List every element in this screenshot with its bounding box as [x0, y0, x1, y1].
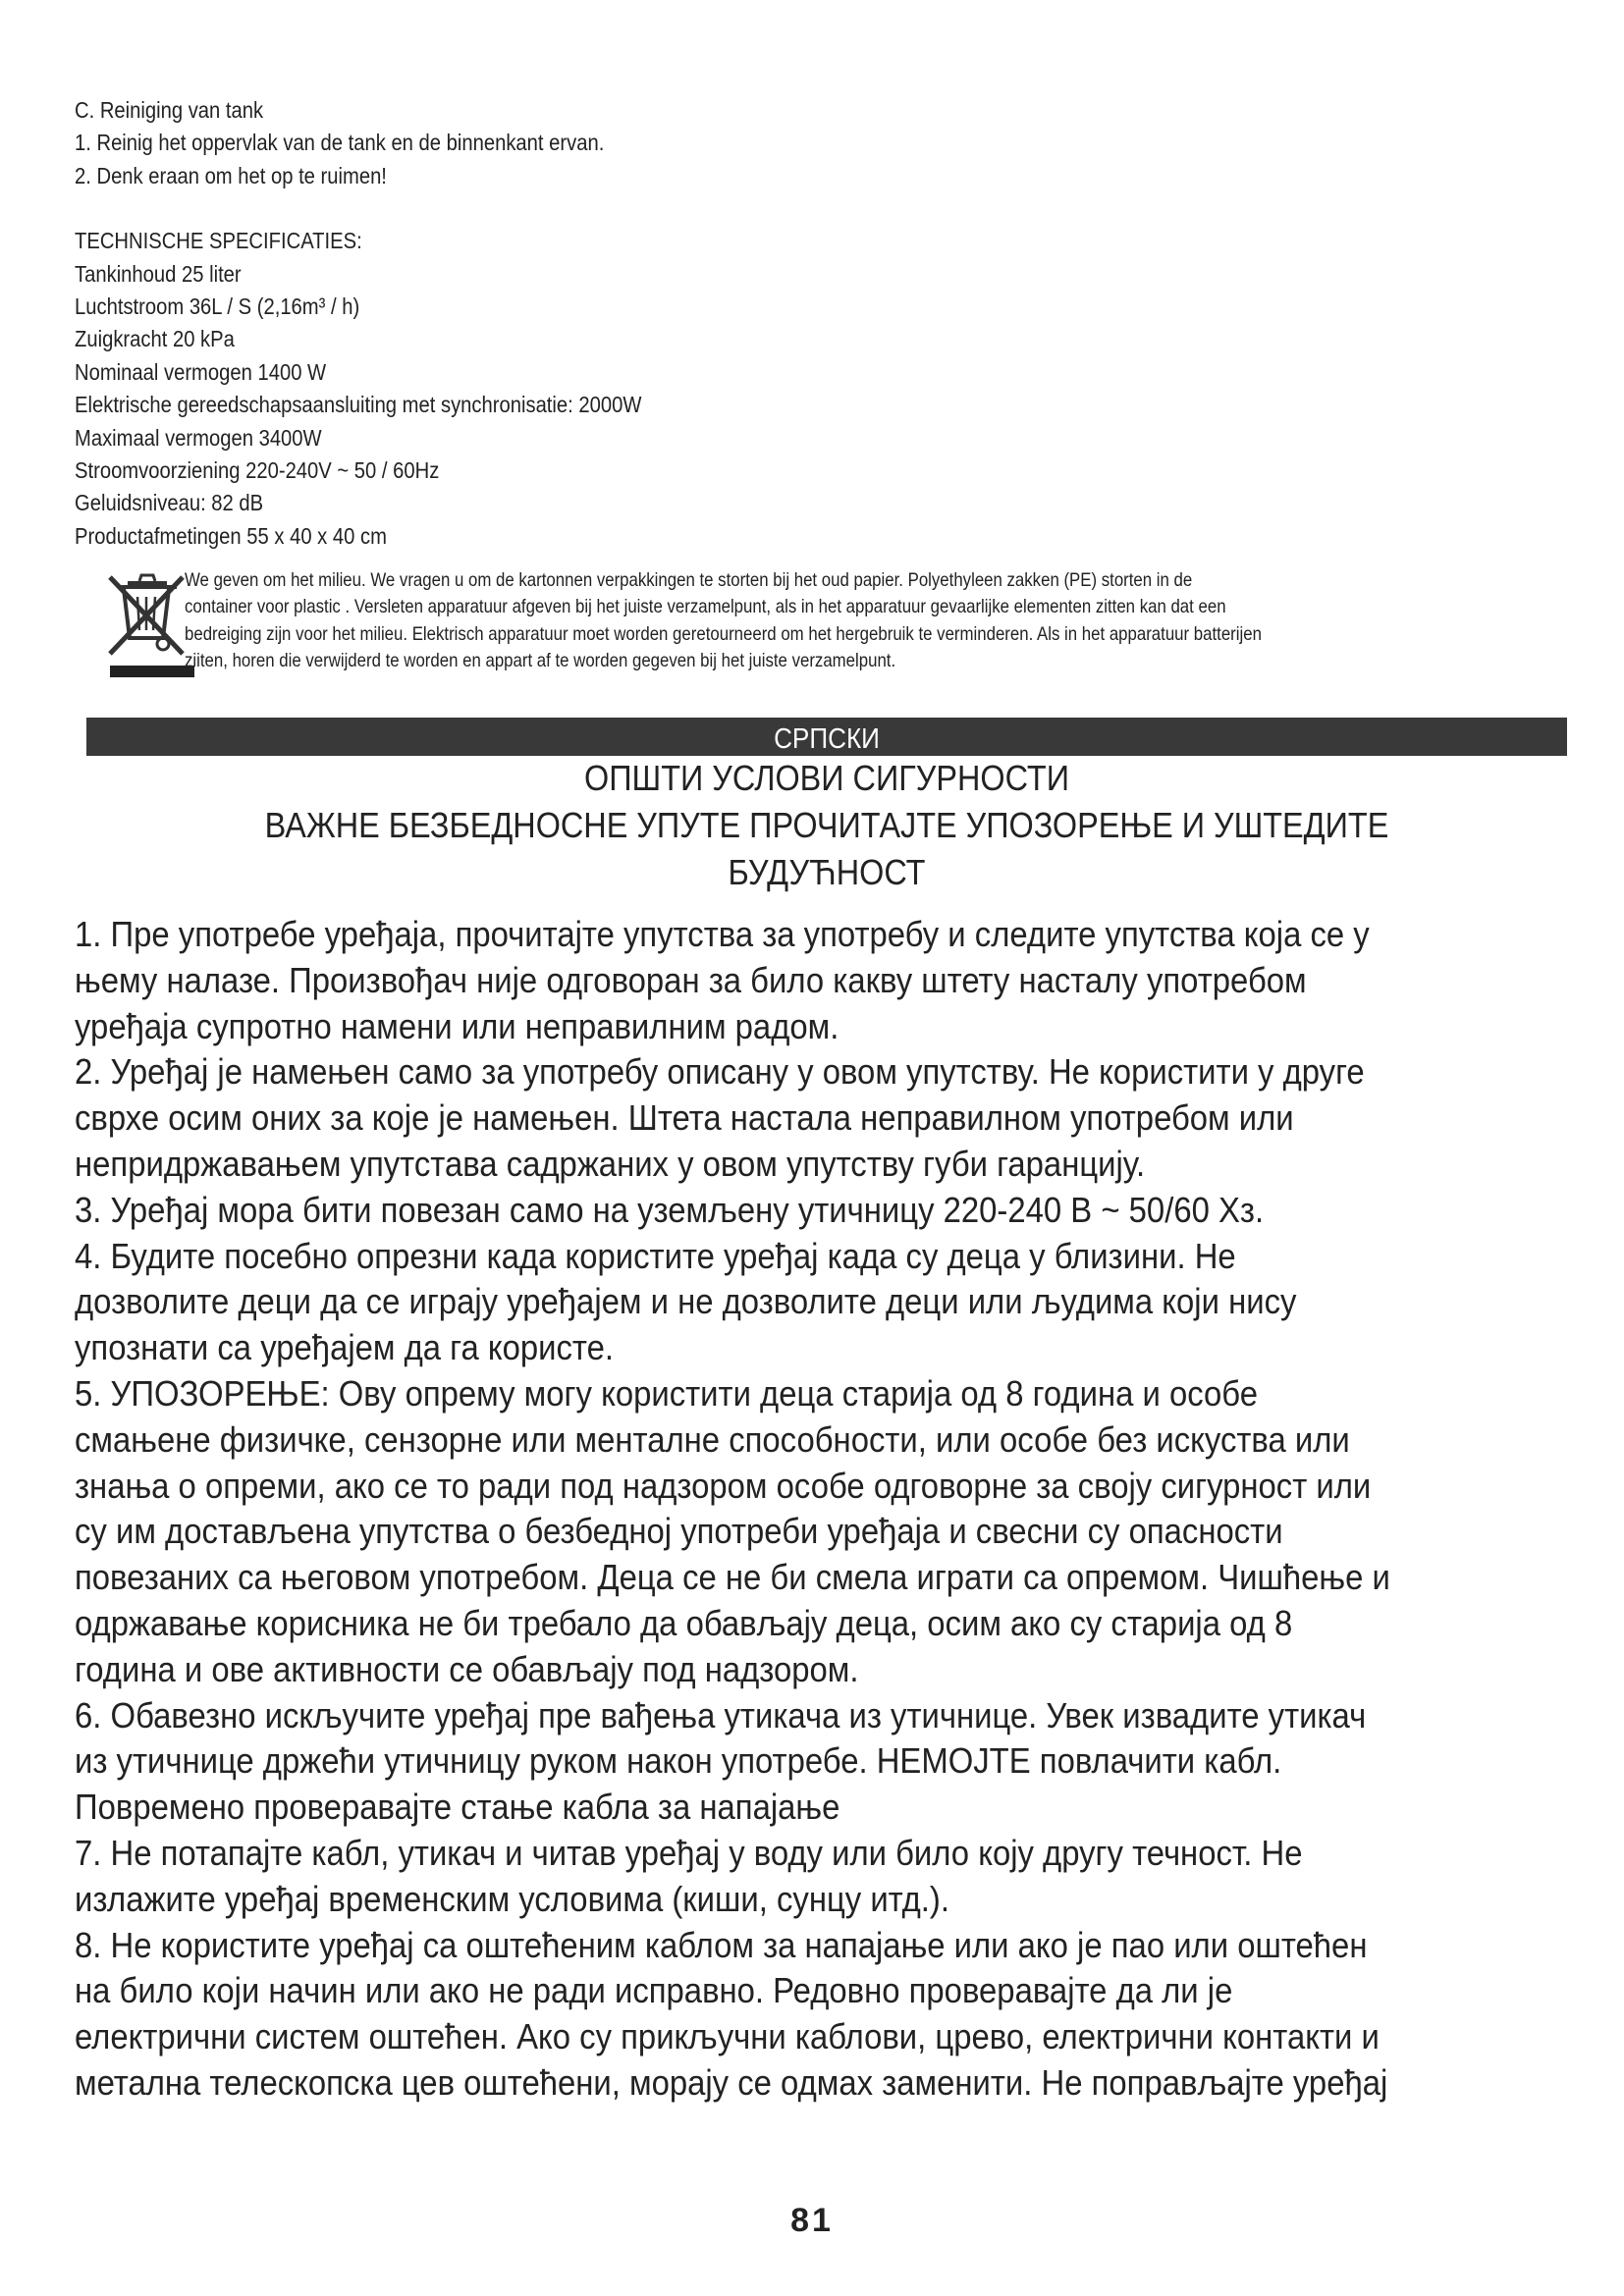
instruction-line: Повремено проверавајте стање кабла за напајање [75, 1787, 840, 1828]
instruction-line: година и ове активности се обављају под надзором. [75, 1648, 859, 1689]
instruction-line: на било који начин или ако не ради исправно. Редовно проверавајте да ли је [75, 1970, 1233, 2011]
page-number: 81 [790, 2202, 834, 2239]
instruction-line: 4. Будите посебно опрезни када користите уређај када су деца у близини. Не [75, 1235, 1236, 1276]
instruction-line: 5. УПОЗОРЕЊЕ: Ову опрему могу користити деца старија од 8 година и особе [75, 1372, 1259, 1414]
serbian-titles [86, 755, 1567, 896]
instruction-line: дозволите деци да се играју уређајем и не дозволите деци или људима који нису [75, 1281, 1297, 1322]
weee-text-line: container voor plastic . Versleten apparatuur afgeven bij het juiste verzamelpunt, als in het apparatuur gevaarlijke elementen zitten kan dat een [185, 596, 1226, 618]
instruction-line: 7. Не потапајте кабл, утикач и читав уређај у воду или било коју другу течност. Не [75, 1832, 1303, 1873]
dutch-section [75, 94, 1567, 553]
weee-text-line: bedreiging zijn voor het milieu. Elektrisch apparatuur moet worden geretourneerd om het hergebruik te verminderen. Als in het apparatuur batterijen [185, 622, 1262, 645]
spec-item: Tankinhoud 25 liter [75, 260, 242, 287]
spec-item: Nominaal vermogen 1400 W [75, 358, 327, 385]
weee-text-line: ziiten, horen die verwijderd te worden en appart af te worden gegeven bij het juiste verzamelpunt. [185, 650, 896, 672]
serbian-safety-instructions [75, 912, 1577, 2107]
section-subtitle: ВАЖНЕ БЕЗБЕДНОСНЕ УПУТЕ ПРОЧИТАЈТЕ УПОЗОРЕЊЕ И УШТЕДИТЕ [264, 805, 1389, 845]
instruction-line: излажите уређај временским условима (киши, сунцу итд.). [75, 1878, 949, 1919]
weee-text [185, 567, 1624, 675]
instruction-line: метална телескопска цев оштећени, морају се одмах заменити. Не поправљајте уређај [75, 2061, 1388, 2103]
instruction-line: повезаних са његовом употребом. Деца се не би смела играти са опремом. Чишћење и [75, 1557, 1390, 1598]
instruction-line: из утичнице држећи утичницу руком након употребе. НЕМОЈТЕ повлачити кабл. [75, 1740, 1282, 1782]
instruction-line: 1. Пре употребе уређаја, прочитајте упутства за употребу и следите упутства која се у [75, 914, 1370, 954]
instruction-line: одржавање корисника не би требало да обављају деца, осим ако су старија од 8 [75, 1602, 1293, 1643]
instruction-line: 6. Обавезно искључите уређај пре вађења утикача из утичнице. Увек извадите утикач [75, 1694, 1367, 1735]
instruction-line: 2. Уређај је намењен само за употребу описану у овом упутству. Не користити у друге [75, 1051, 1365, 1093]
spec-item: Luchtstroom 36L / S (2,16m³ / h) [75, 294, 360, 320]
cleaning-step: 2. Denk eraan om het op te ruimen! [75, 162, 387, 188]
weee-notice [75, 565, 1567, 683]
spec-item: Productafmetingen 55 x 40 x 40 cm [75, 522, 387, 549]
instruction-line: њему налазе. Произвођач није одговоран за било какву штету насталу употребом [75, 959, 1307, 1000]
language-header-bar [86, 718, 1567, 756]
cleaning-heading: C. Reiniging van tank [75, 97, 264, 123]
spec-item: Maximaal vermogen 3400W [75, 424, 322, 451]
instruction-line: уређаја супротно намени или неправилним радом. [75, 1005, 839, 1046]
instruction-line: електрични систем оштећен. Ако су прикључни каблови, црево, електрични контакти и [75, 2016, 1380, 2057]
section-subtitle: БУДУЋНОСТ [728, 852, 926, 892]
weee-text-line: We geven om het milieu. We vragen u om de kartonnen verpakkingen te storten bij het oud papier. Polyethyleen zakken (PE) storten in de [185, 569, 1193, 591]
spec-item: Elektrische gereedschapsaansluiting met synchronisatie: 2000W [75, 392, 642, 418]
spec-item: Geluidsniveau: 82 dB [75, 490, 264, 516]
instruction-line: 3. Уређај мора бити повезан само на уземљену утичницу 220-240 В ~ 50/60 Хз. [75, 1189, 1265, 1230]
language-label: СРПСКИ [774, 723, 880, 755]
spec-item: Zuigkracht 20 kPa [75, 326, 235, 352]
instruction-line: смањене физичке, сензорне или менталне способности, или особе без искуства или [75, 1418, 1350, 1460]
instruction-line: 8. Не користите уређај са оштећеним каблом за напајање или ако је пао или оштећен [75, 1924, 1368, 1965]
section-title: ОПШТИ УСЛОВИ СИГУРНОСТИ [584, 758, 1069, 798]
instruction-line: сврхе осим оних за које је намењен. Штета настала неправилном употребом или [75, 1097, 1294, 1139]
spec-item: Stroomvoorziening 220-240V ~ 50 / 60Hz [75, 457, 440, 484]
instruction-line: су им достављена упутства о безбедној употреби уређаја и свесни су опасности [75, 1511, 1283, 1552]
instruction-line: непридржавањем упутстава садржаних у овом упутству губи гаранцију. [75, 1143, 1146, 1184]
cleaning-step: 1. Reinig het oppervlak van de tank en de binnenkant ervan. [75, 130, 605, 156]
specs-heading: TECHNISCHE SPECIFICATIES: [75, 228, 362, 254]
instruction-line: упознати са уређајем да га користе. [75, 1327, 614, 1368]
instruction-line: знања о опреми, ако се то ради под надзором особе одговорне за своју сигурност или [75, 1465, 1372, 1506]
